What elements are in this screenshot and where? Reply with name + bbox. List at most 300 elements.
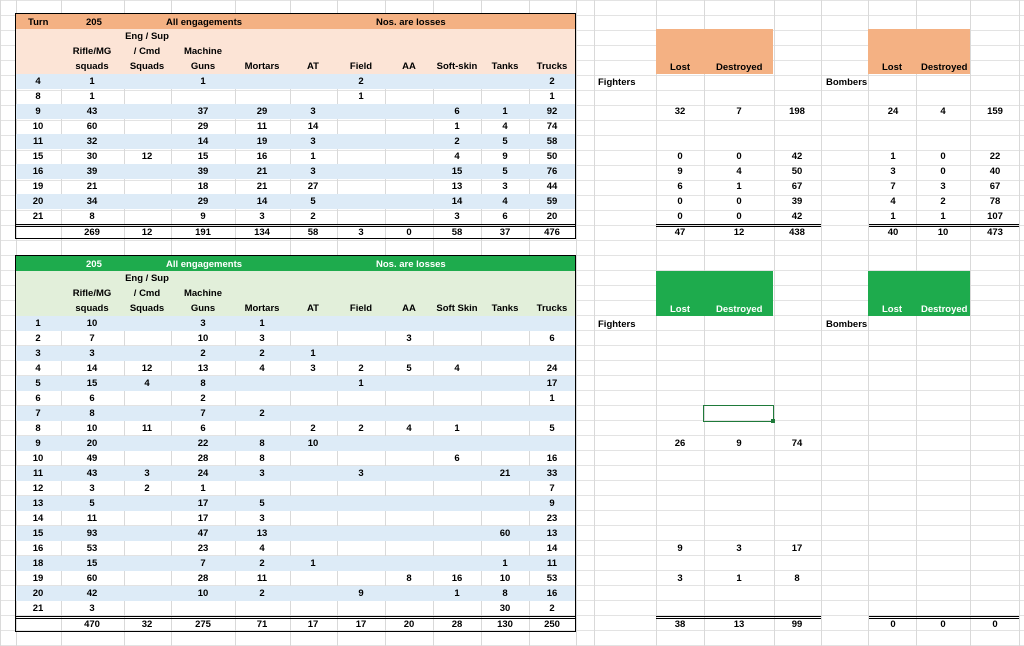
table-cell[interactable]: 12: [141, 363, 153, 374]
table-cell[interactable]: 1: [454, 423, 460, 434]
table-cell[interactable]: 53: [546, 573, 558, 584]
table-cell[interactable]: 59: [546, 196, 558, 207]
table-cell[interactable]: 13: [451, 181, 463, 192]
total-cell[interactable]: 3: [358, 227, 364, 238]
table-cell[interactable]: 6: [454, 106, 460, 117]
table-cell[interactable]: 17: [197, 513, 209, 524]
table2-engagements-title[interactable]: All engagements: [166, 259, 243, 270]
table-cell[interactable]: 1: [200, 76, 206, 87]
table-cell[interactable]: 1: [358, 91, 364, 102]
air-total-cell[interactable]: 47: [674, 227, 686, 238]
table-cell[interactable]: 42: [86, 588, 98, 599]
air-cell[interactable]: 7: [890, 181, 896, 192]
air-cell[interactable]: 3: [677, 573, 683, 584]
table-cell[interactable]: 21: [86, 181, 98, 192]
table-cell[interactable]: 4: [259, 543, 265, 554]
air-total-cell[interactable]: 13: [733, 619, 745, 630]
table-cell[interactable]: 2: [454, 136, 460, 147]
table-cell[interactable]: 11: [256, 121, 268, 132]
air-cell[interactable]: 198: [789, 106, 805, 117]
air1-fighters-label[interactable]: Fighters: [598, 77, 636, 88]
air-cell[interactable]: 7: [736, 106, 742, 117]
table-cell[interactable]: 6: [200, 423, 206, 434]
table-cell[interactable]: 9: [200, 211, 206, 222]
table-cell[interactable]: 2: [358, 423, 364, 434]
table-cell[interactable]: 9: [549, 498, 555, 509]
table-cell[interactable]: 1: [259, 318, 265, 329]
total-cell[interactable]: 269: [84, 227, 100, 238]
total-cell[interactable]: 28: [451, 619, 463, 630]
total-cell[interactable]: 12: [141, 227, 153, 238]
table-cell[interactable]: 5: [502, 166, 508, 177]
air-cell[interactable]: [965, 119, 1024, 134]
table-cell[interactable]: 7: [200, 558, 206, 569]
air-cell[interactable]: [913, 119, 973, 134]
total-cell[interactable]: 250: [544, 619, 560, 630]
turn-cell[interactable]: 21: [32, 211, 44, 222]
total-cell[interactable]: 0: [406, 227, 412, 238]
air-cell[interactable]: 40: [989, 166, 1001, 177]
table-cell[interactable]: 4: [259, 363, 265, 374]
table-cell[interactable]: 20: [86, 438, 98, 449]
table-cell[interactable]: 10: [197, 588, 209, 599]
table-cell[interactable]: 21: [256, 166, 268, 177]
turn-cell[interactable]: 8: [35, 91, 41, 102]
table-cell[interactable]: 11: [546, 558, 558, 569]
air-cell[interactable]: 9: [736, 438, 742, 449]
air-total-cell[interactable]: 473: [987, 227, 1003, 238]
table-cell[interactable]: 47: [197, 528, 209, 539]
turn-cell[interactable]: 9: [35, 438, 41, 449]
column-header[interactable]: Mortars: [244, 61, 280, 72]
table-cell[interactable]: 5: [406, 363, 412, 374]
table-cell[interactable]: 2: [310, 211, 316, 222]
air1-bombers-lost-label[interactable]: Lost: [882, 62, 903, 73]
air2-bombers-label[interactable]: Bombers: [826, 319, 868, 330]
table-cell[interactable]: 4: [454, 151, 460, 162]
table-cell[interactable]: 4: [406, 423, 412, 434]
turn-cell[interactable]: 21: [32, 603, 44, 614]
air-total-cell[interactable]: 0: [890, 619, 896, 630]
air-cell[interactable]: 107: [987, 211, 1003, 222]
turn-cell[interactable]: 7: [35, 408, 41, 419]
turn-cell[interactable]: 13: [32, 498, 44, 509]
table-cell[interactable]: 2: [549, 603, 555, 614]
total-cell[interactable]: 476: [544, 227, 560, 238]
air-cell[interactable]: 67: [791, 181, 803, 192]
air-cell[interactable]: 42: [791, 151, 803, 162]
air2-fighters-lost-label[interactable]: Lost: [670, 304, 691, 315]
table-cell[interactable]: 22: [197, 438, 209, 449]
column-header[interactable]: Machine: [183, 288, 222, 299]
table-cell[interactable]: 2: [200, 393, 206, 404]
total-cell[interactable]: 134: [254, 227, 270, 238]
table-cell[interactable]: 60: [86, 573, 98, 584]
air-cell[interactable]: [767, 134, 827, 149]
table-cell[interactable]: 3: [89, 348, 95, 359]
table-cell[interactable]: 10: [86, 318, 98, 329]
air1-fighters-destroyed-label[interactable]: Destroyed: [716, 62, 763, 73]
table-cell[interactable]: 1: [89, 76, 95, 87]
table-cell[interactable]: 2: [259, 348, 265, 359]
air-cell[interactable]: 1: [890, 211, 896, 222]
air-cell[interactable]: 26: [674, 438, 686, 449]
table-cell[interactable]: 1: [549, 91, 555, 102]
table-cell[interactable]: 5: [549, 423, 555, 434]
table-cell[interactable]: 4: [144, 378, 150, 389]
air1-bombers-destroyed-label[interactable]: Destroyed: [921, 62, 968, 73]
table-cell[interactable]: 14: [86, 363, 98, 374]
selection-fill-handle[interactable]: [771, 419, 775, 423]
table-cell[interactable]: 6: [89, 393, 95, 404]
table-cell[interactable]: 14: [307, 121, 319, 132]
turn-cell[interactable]: 19: [32, 573, 44, 584]
column-header[interactable]: Mortars: [244, 303, 280, 314]
column-header[interactable]: AA: [402, 303, 416, 314]
table-cell[interactable]: 76: [546, 166, 558, 177]
air-cell[interactable]: 42: [791, 211, 803, 222]
table-cell[interactable]: 16: [546, 588, 558, 599]
column-header[interactable]: Guns: [190, 303, 216, 314]
table-cell[interactable]: 1: [200, 483, 206, 494]
table-cell[interactable]: 16: [546, 453, 558, 464]
air-cell[interactable]: 0: [677, 196, 683, 207]
table-cell[interactable]: 6: [454, 453, 460, 464]
table-cell[interactable]: 1: [310, 348, 316, 359]
table-cell[interactable]: 9: [502, 151, 508, 162]
air1-fighters-lost-label[interactable]: Lost: [670, 62, 691, 73]
table-cell[interactable]: 23: [197, 543, 209, 554]
table-cell[interactable]: 21: [499, 468, 511, 479]
total-cell[interactable]: 275: [195, 619, 211, 630]
air-cell[interactable]: 0: [940, 151, 946, 162]
table-cell[interactable]: 10: [307, 438, 319, 449]
column-header[interactable]: Eng / Sup: [125, 273, 169, 284]
air-cell[interactable]: 0: [677, 211, 683, 222]
column-header[interactable]: squads: [75, 303, 109, 314]
table-cell[interactable]: 14: [451, 196, 463, 207]
table-cell[interactable]: 18: [197, 181, 209, 192]
air-cell[interactable]: [767, 119, 827, 134]
column-header[interactable]: AT: [307, 61, 319, 72]
air-cell[interactable]: 1: [736, 573, 742, 584]
table-cell[interactable]: 50: [546, 151, 558, 162]
air-total-cell[interactable]: 38: [674, 619, 686, 630]
table-cell[interactable]: 14: [197, 136, 209, 147]
table-cell[interactable]: 3: [259, 211, 265, 222]
air-cell[interactable]: 0: [736, 151, 742, 162]
table-cell[interactable]: 1: [310, 558, 316, 569]
table-cell[interactable]: 21: [256, 181, 268, 192]
air-cell[interactable]: 1: [890, 151, 896, 162]
table-cell[interactable]: 1: [454, 588, 460, 599]
turn-cell[interactable]: 19: [32, 181, 44, 192]
table-cell[interactable]: 1: [454, 121, 460, 132]
turn-cell[interactable]: 1: [35, 318, 41, 329]
table-cell[interactable]: 8: [259, 438, 265, 449]
table-cell[interactable]: 1: [549, 393, 555, 404]
turn-cell[interactable]: 8: [35, 423, 41, 434]
column-header[interactable]: Field: [349, 303, 373, 314]
table-cell[interactable]: 39: [86, 166, 98, 177]
air-cell[interactable]: 78: [989, 196, 1001, 207]
air-cell[interactable]: 3: [890, 166, 896, 177]
column-header[interactable]: Tanks: [491, 303, 519, 314]
column-header[interactable]: squads: [75, 61, 109, 72]
column-header[interactable]: Soft-skin: [436, 61, 478, 72]
column-header[interactable]: Machine: [183, 46, 222, 57]
selected-cell[interactable]: [703, 405, 774, 422]
table1-engagements-title[interactable]: All engagements: [166, 17, 243, 28]
table-cell[interactable]: 11: [86, 513, 98, 524]
table-cell[interactable]: 74: [546, 121, 558, 132]
table-cell[interactable]: 60: [499, 528, 511, 539]
total-cell[interactable]: 17: [355, 619, 367, 630]
table1-turn-label[interactable]: Turn: [28, 17, 49, 28]
column-header[interactable]: Rifle/MG: [72, 46, 112, 57]
air-cell[interactable]: 74: [791, 438, 803, 449]
total-cell[interactable]: 37: [499, 227, 511, 238]
air-cell[interactable]: 32: [674, 106, 686, 117]
column-header[interactable]: AA: [402, 61, 416, 72]
air-cell[interactable]: 0: [736, 211, 742, 222]
table-cell[interactable]: 15: [86, 558, 98, 569]
table-cell[interactable]: 32: [86, 136, 98, 147]
air-cell[interactable]: 9: [677, 166, 683, 177]
table-cell[interactable]: 3: [200, 318, 206, 329]
table-cell[interactable]: 6: [502, 211, 508, 222]
total-cell[interactable]: 470: [84, 619, 100, 630]
total-cell[interactable]: 58: [307, 227, 319, 238]
turn-cell[interactable]: 6: [35, 393, 41, 404]
table-cell[interactable]: 60: [86, 121, 98, 132]
table-cell[interactable]: 44: [546, 181, 558, 192]
turn-cell[interactable]: 16: [32, 543, 44, 554]
air-cell[interactable]: 50: [791, 166, 803, 177]
table-cell[interactable]: 2: [549, 76, 555, 87]
table-cell[interactable]: 39: [197, 166, 209, 177]
table-cell[interactable]: 8: [502, 588, 508, 599]
table-cell[interactable]: 9: [358, 588, 364, 599]
column-header[interactable]: Guns: [190, 61, 216, 72]
table-cell[interactable]: 11: [256, 573, 268, 584]
air-cell[interactable]: 1: [736, 181, 742, 192]
table-cell[interactable]: 29: [256, 106, 268, 117]
air-cell[interactable]: 24: [887, 106, 899, 117]
table-cell[interactable]: 3: [144, 468, 150, 479]
table-cell[interactable]: 8: [89, 408, 95, 419]
table-cell[interactable]: 10: [499, 573, 511, 584]
column-header[interactable]: / Cmd: [133, 288, 161, 299]
table-cell[interactable]: 7: [549, 483, 555, 494]
air-cell[interactable]: 22: [989, 151, 1001, 162]
table-cell[interactable]: 34: [86, 196, 98, 207]
air-cell[interactable]: 159: [987, 106, 1003, 117]
turn-cell[interactable]: 10: [32, 121, 44, 132]
table-cell[interactable]: 1: [502, 558, 508, 569]
total-cell[interactable]: 32: [141, 619, 153, 630]
table-cell[interactable]: 24: [546, 363, 558, 374]
air1-bombers-label[interactable]: Bombers: [826, 77, 868, 88]
turn-cell[interactable]: 10: [32, 453, 44, 464]
air-cell[interactable]: [913, 134, 973, 149]
turn-cell[interactable]: 15: [32, 528, 44, 539]
table-cell[interactable]: 1: [89, 91, 95, 102]
table-cell[interactable]: 5: [502, 136, 508, 147]
air-cell[interactable]: [650, 119, 710, 134]
table-cell[interactable]: 17: [546, 378, 558, 389]
table-cell[interactable]: 53: [86, 543, 98, 554]
table-cell[interactable]: 28: [197, 453, 209, 464]
table-cell[interactable]: 8: [259, 453, 265, 464]
table-cell[interactable]: 1: [358, 378, 364, 389]
table-cell[interactable]: 3: [89, 603, 95, 614]
air-cell[interactable]: [709, 134, 769, 149]
total-cell[interactable]: 71: [256, 619, 268, 630]
table-cell[interactable]: 11: [141, 423, 153, 434]
table-cell[interactable]: 12: [141, 151, 153, 162]
table2-turn-value[interactable]: 205: [86, 259, 102, 270]
table-cell[interactable]: 3: [454, 211, 460, 222]
table-cell[interactable]: 3: [310, 136, 316, 147]
air-cell[interactable]: [709, 119, 769, 134]
air-total-cell[interactable]: 438: [789, 227, 805, 238]
turn-cell[interactable]: 9: [35, 106, 41, 117]
table-cell[interactable]: 1: [310, 151, 316, 162]
table-cell[interactable]: 4: [454, 363, 460, 374]
table-cell[interactable]: 3: [259, 468, 265, 479]
air-total-cell[interactable]: 40: [887, 227, 899, 238]
table-cell[interactable]: 3: [310, 106, 316, 117]
table-cell[interactable]: 29: [197, 121, 209, 132]
air-cell[interactable]: [650, 134, 710, 149]
column-header[interactable]: Trucks: [536, 303, 568, 314]
table-cell[interactable]: 14: [256, 196, 268, 207]
table-cell[interactable]: 3: [406, 333, 412, 344]
column-header[interactable]: AT: [307, 303, 319, 314]
column-header[interactable]: Squads: [129, 61, 165, 72]
total-cell[interactable]: 20: [403, 619, 415, 630]
table-cell[interactable]: 2: [259, 558, 265, 569]
table-cell[interactable]: 16: [451, 573, 463, 584]
air2-bombers-lost-label[interactable]: Lost: [882, 304, 903, 315]
table-cell[interactable]: 3: [310, 166, 316, 177]
air-cell[interactable]: 2: [940, 196, 946, 207]
table-cell[interactable]: 10: [86, 423, 98, 434]
air-cell[interactable]: 0: [736, 196, 742, 207]
table-cell[interactable]: 2: [358, 363, 364, 374]
air2-fighters-label[interactable]: Fighters: [598, 319, 636, 330]
column-header[interactable]: Field: [349, 61, 373, 72]
total-cell[interactable]: 58: [451, 227, 463, 238]
air-cell[interactable]: 3: [736, 543, 742, 554]
turn-cell[interactable]: 20: [32, 196, 44, 207]
column-header[interactable]: Eng / Sup: [125, 31, 169, 42]
air-total-cell[interactable]: 10: [937, 227, 949, 238]
table-cell[interactable]: 37: [197, 106, 209, 117]
column-header[interactable]: Tanks: [491, 61, 519, 72]
air-cell[interactable]: 3: [940, 181, 946, 192]
air-cell[interactable]: 6: [677, 181, 683, 192]
table-cell[interactable]: 5: [89, 498, 95, 509]
air-cell[interactable]: 39: [791, 196, 803, 207]
table-cell[interactable]: 8: [200, 378, 206, 389]
air2-fighters-destroyed-label[interactable]: Destroyed: [716, 304, 763, 315]
table-cell[interactable]: 3: [259, 513, 265, 524]
air-cell[interactable]: [965, 134, 1024, 149]
table-cell[interactable]: 3: [259, 333, 265, 344]
turn-cell[interactable]: 15: [32, 151, 44, 162]
air-cell[interactable]: 4: [736, 166, 742, 177]
turn-cell[interactable]: 4: [35, 76, 41, 87]
table-cell[interactable]: 49: [86, 453, 98, 464]
table-cell[interactable]: 17: [197, 498, 209, 509]
table-cell[interactable]: 10: [197, 333, 209, 344]
turn-cell[interactable]: 20: [32, 588, 44, 599]
turn-cell[interactable]: 16: [32, 166, 44, 177]
table-cell[interactable]: 43: [86, 468, 98, 479]
table-cell[interactable]: 13: [256, 528, 268, 539]
turn-cell[interactable]: 4: [35, 363, 41, 374]
turn-cell[interactable]: 18: [32, 558, 44, 569]
table-cell[interactable]: 7: [89, 333, 95, 344]
table-cell[interactable]: 93: [86, 528, 98, 539]
table-cell[interactable]: 19: [256, 136, 268, 147]
table-cell[interactable]: 5: [310, 196, 316, 207]
table-cell[interactable]: 27: [307, 181, 319, 192]
air-cell[interactable]: 0: [677, 151, 683, 162]
table-cell[interactable]: 1: [502, 106, 508, 117]
table-cell[interactable]: 3: [502, 181, 508, 192]
table-cell[interactable]: 28: [197, 573, 209, 584]
air-total-cell[interactable]: 99: [791, 619, 803, 630]
air-cell[interactable]: 67: [989, 181, 1001, 192]
turn-cell[interactable]: 3: [35, 348, 41, 359]
table-cell[interactable]: 8: [406, 573, 412, 584]
table-cell[interactable]: 58: [546, 136, 558, 147]
air-cell[interactable]: 9: [677, 543, 683, 554]
table-cell[interactable]: 13: [546, 528, 558, 539]
air-cell[interactable]: 1: [940, 211, 946, 222]
table-cell[interactable]: 43: [86, 106, 98, 117]
turn-cell[interactable]: 11: [32, 468, 44, 479]
table-cell[interactable]: 2: [358, 76, 364, 87]
air-cell[interactable]: 4: [940, 106, 946, 117]
table-cell[interactable]: 13: [197, 363, 209, 374]
table-cell[interactable]: 14: [546, 543, 558, 554]
turn-cell[interactable]: 2: [35, 333, 41, 344]
table-cell[interactable]: 4: [502, 121, 508, 132]
table-cell[interactable]: 2: [144, 483, 150, 494]
table-cell[interactable]: 2: [200, 348, 206, 359]
total-cell[interactable]: 130: [497, 619, 513, 630]
column-header[interactable]: Squads: [129, 303, 165, 314]
air-cell[interactable]: 0: [940, 166, 946, 177]
table-cell[interactable]: 16: [256, 151, 268, 162]
table-cell[interactable]: 15: [197, 151, 209, 162]
table-cell[interactable]: 5: [259, 498, 265, 509]
table-cell[interactable]: 33: [546, 468, 558, 479]
table-cell[interactable]: 7: [200, 408, 206, 419]
table-cell[interactable]: 2: [310, 423, 316, 434]
table2-note[interactable]: Nos. are losses: [376, 259, 446, 270]
table1-note[interactable]: Nos. are losses: [376, 17, 446, 28]
table-cell[interactable]: 15: [451, 166, 463, 177]
column-header[interactable]: / Cmd: [133, 46, 161, 57]
table-cell[interactable]: 30: [86, 151, 98, 162]
column-header[interactable]: Rifle/MG: [72, 288, 112, 299]
total-cell[interactable]: 17: [307, 619, 319, 630]
